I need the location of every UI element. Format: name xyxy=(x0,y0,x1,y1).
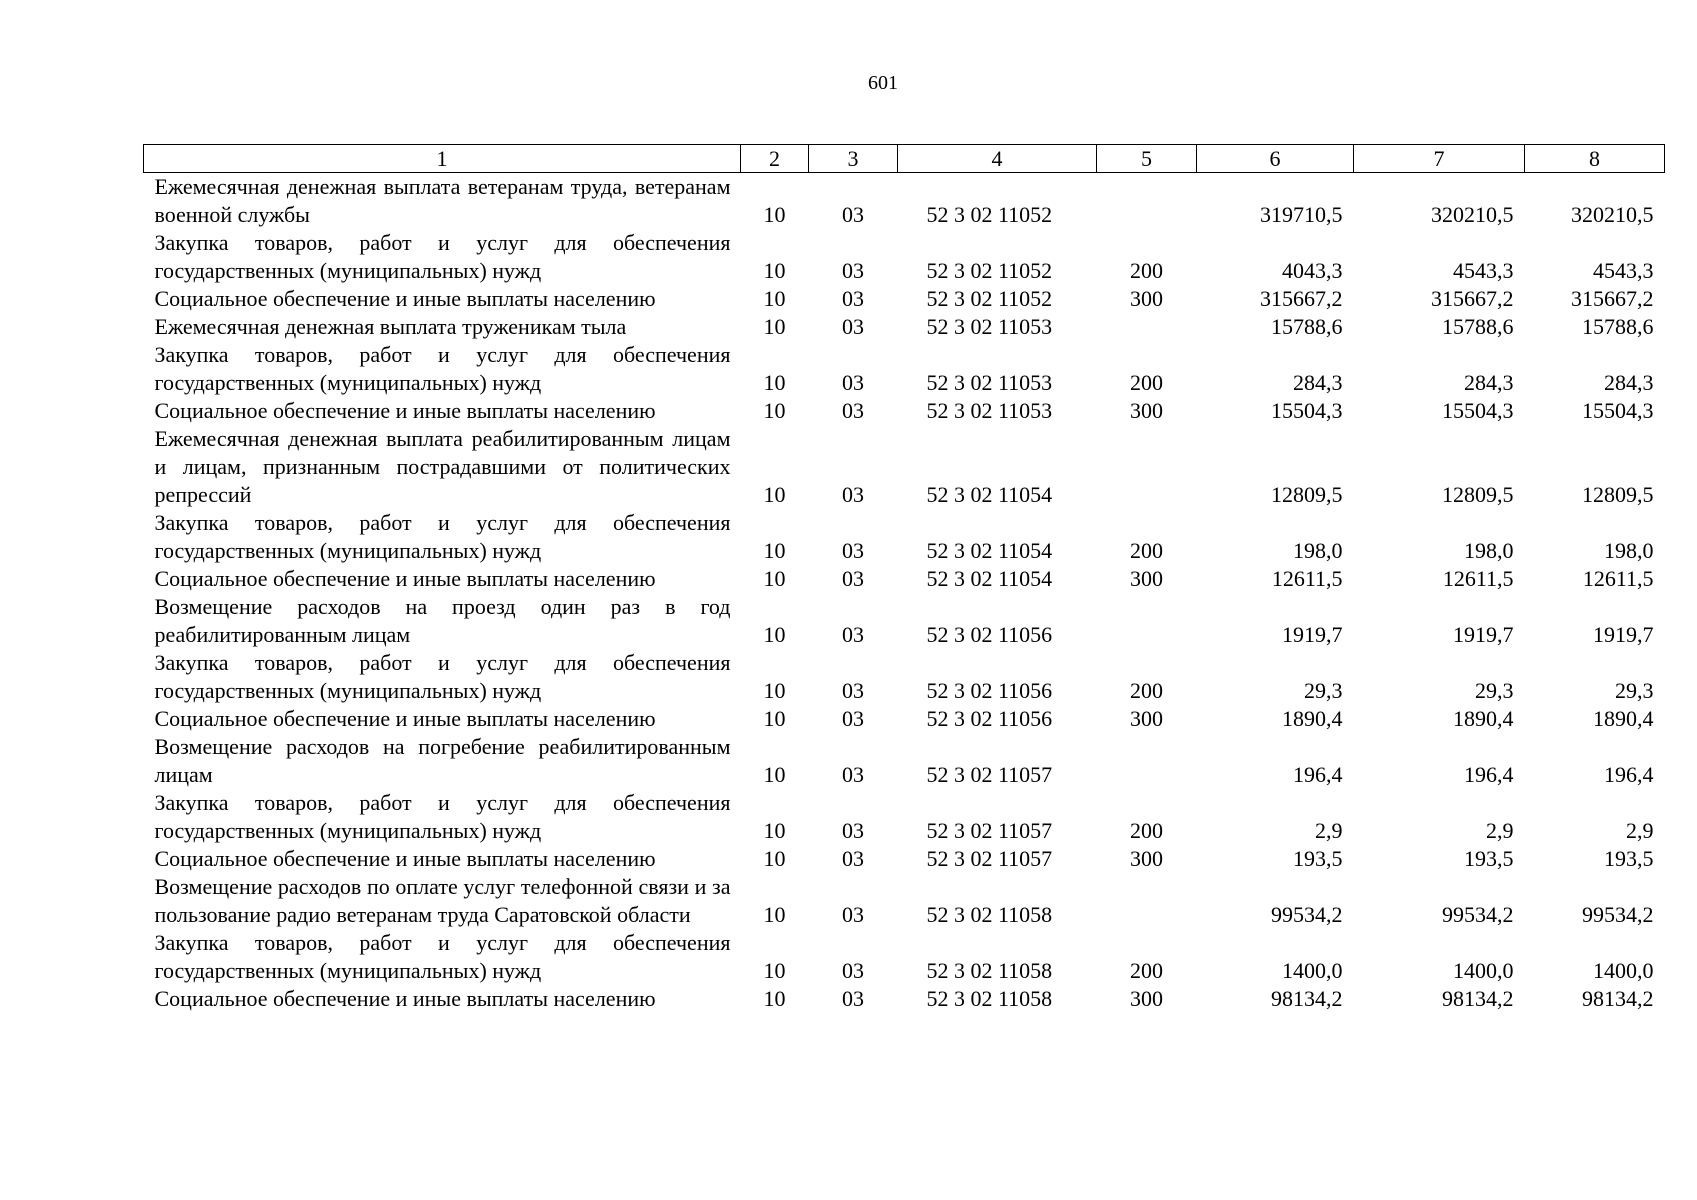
table-row xyxy=(144,649,1665,705)
amount-col6-cell: 98134,2 xyxy=(1271,986,1343,1011)
amount-col8-cell: 1890,4 xyxy=(1593,706,1654,731)
item-name-cell: Ежемесячная денежная выплата реабилитированным лицам и лицам, признанным пострадавшими от политических репрессий xyxy=(154,426,731,507)
table-row xyxy=(144,733,1665,789)
section-cell: 10 xyxy=(763,678,786,703)
table-row xyxy=(144,705,1665,733)
expense-type-cell xyxy=(1097,313,1197,341)
amount-col7-cell: 1919,7 xyxy=(1453,622,1514,647)
amount-col6-cell: 193,5 xyxy=(1293,846,1343,871)
page-number: 601 xyxy=(868,72,898,94)
expense-type-cell xyxy=(1097,733,1197,789)
amount-col8-cell: 198,0 xyxy=(1604,538,1654,563)
target-article-cell: 52 3 02 11057 xyxy=(926,762,1053,787)
subsection-cell: 03 xyxy=(842,258,864,283)
amount-col6-cell: 319710,5 xyxy=(1260,202,1343,227)
target-article-cell: 52 3 02 11056 xyxy=(926,678,1053,703)
subsection-cell: 03 xyxy=(842,678,864,703)
amount-col7-cell: 284,3 xyxy=(1464,370,1514,395)
target-article-cell: 52 3 02 11054 xyxy=(926,566,1053,591)
subsection-cell: 03 xyxy=(842,846,864,871)
subsection-cell: 03 xyxy=(842,314,864,339)
amount-col8-cell: 284,3 xyxy=(1604,370,1654,395)
amount-col8-cell: 15788,6 xyxy=(1582,314,1654,339)
expense-type-cell: 300 xyxy=(1130,706,1163,731)
amount-col7-cell: 198,0 xyxy=(1464,538,1514,563)
expense-type-cell: 300 xyxy=(1130,286,1163,311)
column-header: 6 xyxy=(1197,145,1354,173)
item-name-cell: Возмещение расходов на погребение реабилитированным лицам xyxy=(154,734,731,787)
amount-col8-cell: 15504,3 xyxy=(1582,398,1654,423)
expense-type-cell: 300 xyxy=(1130,566,1163,591)
subsection-cell: 03 xyxy=(842,398,864,423)
section-cell: 10 xyxy=(763,202,786,227)
target-article-cell: 52 3 02 11053 xyxy=(926,314,1053,339)
amount-col7-cell: 320210,5 xyxy=(1431,202,1514,227)
amount-col7-cell: 99534,2 xyxy=(1442,902,1514,927)
item-name-cell: Возмещение расходов по оплате услуг телефонной связи и за пользование радио ветеранам труда Саратовской области xyxy=(154,874,731,927)
item-name-cell: Ежемесячная денежная выплата труженикам тыла xyxy=(154,314,627,339)
target-article-cell: 52 3 02 11056 xyxy=(926,622,1053,647)
amount-col6-cell: 15504,3 xyxy=(1271,398,1343,423)
item-name-cell: Социальное обеспечение и иные выплаты населению xyxy=(154,846,656,871)
amount-col8-cell: 315667,2 xyxy=(1571,286,1654,311)
target-article-cell: 52 3 02 11052 xyxy=(926,258,1053,283)
table-row xyxy=(144,565,1665,593)
section-cell: 10 xyxy=(763,818,786,843)
amount-col8-cell: 98134,2 xyxy=(1582,986,1654,1011)
expense-type-cell: 200 xyxy=(1130,258,1163,283)
amount-col7-cell: 15788,6 xyxy=(1442,314,1514,339)
section-cell: 10 xyxy=(763,398,786,423)
subsection-cell: 03 xyxy=(842,902,864,927)
column-header: 5 xyxy=(1097,145,1197,173)
table-row xyxy=(144,173,1665,230)
amount-col8-cell: 29,3 xyxy=(1615,678,1654,703)
subsection-cell: 03 xyxy=(842,706,864,731)
amount-col7-cell: 12611,5 xyxy=(1442,566,1514,591)
section-cell: 10 xyxy=(763,706,786,731)
item-name-cell: Социальное обеспечение и иные выплаты населению xyxy=(154,706,656,731)
amount-col6-cell: 196,4 xyxy=(1293,762,1343,787)
amount-col8-cell: 320210,5 xyxy=(1571,202,1654,227)
subsection-cell: 03 xyxy=(842,818,864,843)
item-name-cell: Закупка товаров, работ и услуг для обеспечения государственных (муниципальных) нужд xyxy=(154,930,731,983)
section-cell: 10 xyxy=(763,286,786,311)
item-name-cell: Социальное обеспечение и иные выплаты населению xyxy=(154,986,656,1011)
header-row xyxy=(144,145,1665,173)
expense-type-cell: 200 xyxy=(1130,538,1163,563)
subsection-cell: 03 xyxy=(842,566,864,591)
amount-col7-cell: 193,5 xyxy=(1464,846,1514,871)
table-row xyxy=(144,425,1665,509)
item-name-cell: Социальное обеспечение и иные выплаты населению xyxy=(154,286,656,311)
table-row xyxy=(144,845,1665,873)
item-name-cell: Закупка товаров, работ и услуг для обеспечения государственных (муниципальных) нужд xyxy=(154,790,731,843)
target-article-cell: 52 3 02 11054 xyxy=(926,538,1053,563)
table-row xyxy=(144,985,1665,1013)
item-name-cell: Возмещение расходов на проезд один раз в год реабилитированным лицам xyxy=(154,594,731,647)
column-header: 1 xyxy=(144,145,741,173)
table-row xyxy=(144,341,1665,397)
target-article-cell: 52 3 02 11058 xyxy=(926,986,1053,1011)
amount-col6-cell: 12611,5 xyxy=(1271,566,1343,591)
section-cell: 10 xyxy=(763,622,786,647)
subsection-cell: 03 xyxy=(842,202,864,227)
amount-col7-cell: 4543,3 xyxy=(1453,258,1514,283)
table-row xyxy=(144,789,1665,845)
column-header: 2 xyxy=(741,145,809,173)
expense-type-cell xyxy=(1097,173,1197,230)
subsection-cell: 03 xyxy=(842,538,864,563)
amount-col7-cell: 196,4 xyxy=(1464,762,1514,787)
section-cell: 10 xyxy=(763,370,786,395)
amount-col6-cell: 12809,5 xyxy=(1271,482,1343,507)
item-name-cell: Закупка товаров, работ и услуг для обеспечения государственных (муниципальных) нужд xyxy=(154,510,731,563)
amount-col7-cell: 98134,2 xyxy=(1442,986,1514,1011)
amount-col8-cell: 193,5 xyxy=(1604,846,1654,871)
section-cell: 10 xyxy=(763,958,786,983)
item-name-cell: Закупка товаров, работ и услуг для обеспечения государственных (муниципальных) нужд xyxy=(154,230,731,283)
section-cell: 10 xyxy=(763,314,786,339)
target-article-cell: 52 3 02 11053 xyxy=(926,398,1053,423)
amount-col7-cell: 2,9 xyxy=(1486,818,1514,843)
expense-type-cell: 200 xyxy=(1130,370,1163,395)
amount-col8-cell: 4543,3 xyxy=(1593,258,1654,283)
amount-col6-cell: 284,3 xyxy=(1293,370,1343,395)
item-name-cell: Закупка товаров, работ и услуг для обеспечения государственных (муниципальных) нужд xyxy=(154,650,731,703)
amount-col8-cell: 1919,7 xyxy=(1593,622,1654,647)
item-name-cell: Ежемесячная денежная выплата ветеранам труда, ветеранам военной службы xyxy=(154,174,731,227)
amount-col6-cell: 198,0 xyxy=(1293,538,1343,563)
target-article-cell: 52 3 02 11058 xyxy=(926,902,1053,927)
table-row xyxy=(144,285,1665,313)
amount-col8-cell: 12809,5 xyxy=(1582,482,1654,507)
budget-table xyxy=(143,144,1665,1013)
section-cell: 10 xyxy=(763,482,786,507)
column-header: 4 xyxy=(898,145,1097,173)
target-article-cell: 52 3 02 11052 xyxy=(926,286,1053,311)
amount-col6-cell: 99534,2 xyxy=(1271,902,1343,927)
column-header: 7 xyxy=(1354,145,1525,173)
expense-type-cell: 200 xyxy=(1130,958,1163,983)
amount-col8-cell: 1400,0 xyxy=(1593,958,1654,983)
amount-col6-cell: 4043,3 xyxy=(1282,258,1343,283)
section-cell: 10 xyxy=(763,762,786,787)
section-cell: 10 xyxy=(763,258,786,283)
amount-col7-cell: 315667,2 xyxy=(1431,286,1514,311)
table-row xyxy=(144,509,1665,565)
item-name-cell: Социальное обеспечение и иные выплаты населению xyxy=(154,398,656,423)
section-cell: 10 xyxy=(763,538,786,563)
amount-col6-cell: 2,9 xyxy=(1315,818,1343,843)
expense-type-cell: 300 xyxy=(1130,398,1163,423)
section-cell: 10 xyxy=(763,846,786,871)
section-cell: 10 xyxy=(763,566,786,591)
amount-col7-cell: 15504,3 xyxy=(1442,398,1514,423)
subsection-cell: 03 xyxy=(842,762,864,787)
amount-col8-cell: 196,4 xyxy=(1604,762,1654,787)
target-article-cell: 52 3 02 11053 xyxy=(926,370,1053,395)
section-cell: 10 xyxy=(763,902,786,927)
subsection-cell: 03 xyxy=(842,622,864,647)
subsection-cell: 03 xyxy=(842,986,864,1011)
column-header: 8 xyxy=(1525,145,1665,173)
item-name-cell: Социальное обеспечение и иные выплаты населению xyxy=(154,566,656,591)
amount-col8-cell: 99534,2 xyxy=(1582,902,1654,927)
amount-col7-cell: 1890,4 xyxy=(1453,706,1514,731)
amount-col7-cell: 29,3 xyxy=(1475,678,1514,703)
amount-col6-cell: 1890,4 xyxy=(1282,706,1343,731)
table-row xyxy=(144,397,1665,425)
table-row xyxy=(144,929,1665,985)
expense-type-cell xyxy=(1097,873,1197,929)
item-name-cell: Закупка товаров, работ и услуг для обеспечения государственных (муниципальных) нужд xyxy=(154,342,731,395)
expense-type-cell: 300 xyxy=(1130,986,1163,1011)
table-row xyxy=(144,313,1665,341)
amount-col7-cell: 1400,0 xyxy=(1453,958,1514,983)
table-row xyxy=(144,229,1665,285)
target-article-cell: 52 3 02 11057 xyxy=(926,818,1053,843)
amount-col8-cell: 2,9 xyxy=(1626,818,1654,843)
expense-type-cell xyxy=(1097,425,1197,509)
expense-type-cell xyxy=(1097,593,1197,649)
amount-col6-cell: 1400,0 xyxy=(1282,958,1343,983)
amount-col7-cell: 12809,5 xyxy=(1442,482,1514,507)
amount-col6-cell: 315667,2 xyxy=(1260,286,1343,311)
section-cell: 10 xyxy=(763,986,786,1011)
target-article-cell: 52 3 02 11052 xyxy=(926,202,1053,227)
target-article-cell: 52 3 02 11058 xyxy=(926,958,1053,983)
expense-type-cell: 200 xyxy=(1130,678,1163,703)
subsection-cell: 03 xyxy=(842,286,864,311)
subsection-cell: 03 xyxy=(842,482,864,507)
target-article-cell: 52 3 02 11057 xyxy=(926,846,1053,871)
amount-col6-cell: 1919,7 xyxy=(1282,622,1343,647)
target-article-cell: 52 3 02 11054 xyxy=(926,482,1053,507)
table-body xyxy=(144,173,1665,1014)
column-header: 3 xyxy=(809,145,898,173)
target-article-cell: 52 3 02 11056 xyxy=(926,706,1053,731)
expense-type-cell: 200 xyxy=(1130,818,1163,843)
table-row xyxy=(144,873,1665,929)
amount-col6-cell: 15788,6 xyxy=(1271,314,1343,339)
subsection-cell: 03 xyxy=(842,370,864,395)
table-row xyxy=(144,593,1665,649)
subsection-cell: 03 xyxy=(842,958,864,983)
expense-type-cell: 300 xyxy=(1130,846,1163,871)
amount-col8-cell: 12611,5 xyxy=(1582,566,1654,591)
amount-col6-cell: 29,3 xyxy=(1304,678,1343,703)
